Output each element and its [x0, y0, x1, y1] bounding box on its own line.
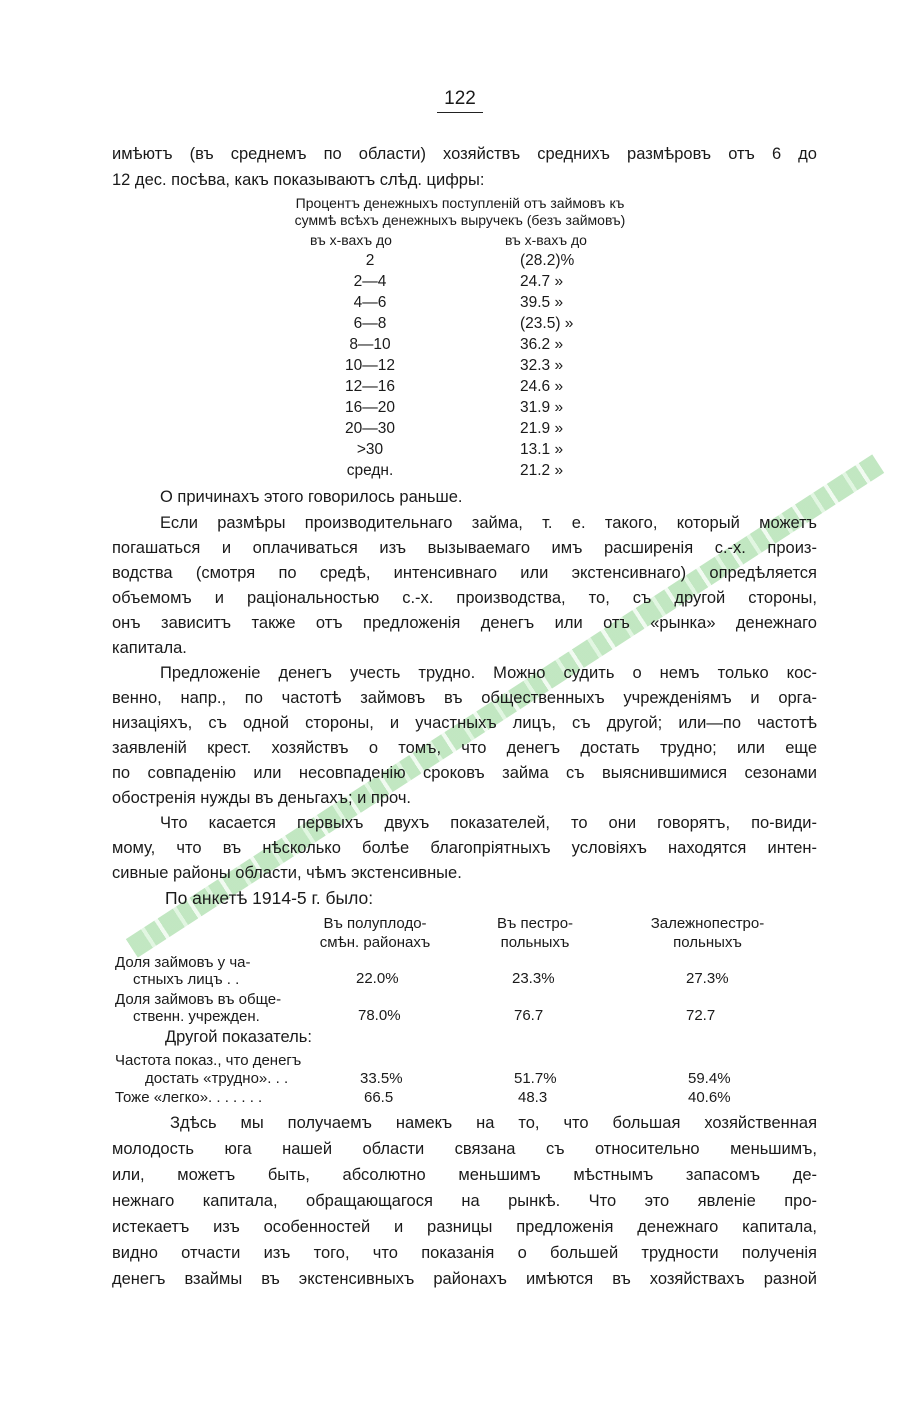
table1-value: 32.3 »	[520, 357, 564, 374]
paragraph-line: нежнаго капитала, обращающагося на рынкѣ. Что это явленіе про-	[112, 1192, 817, 1210]
table2-col1-header: смѣн. районахъ	[319, 934, 431, 951]
table1-caption: суммѣ всѣхъ денежныхъ выручекъ (безъ займовъ)	[294, 212, 626, 228]
table1-value: 24.6 »	[520, 378, 564, 395]
paragraph-line: Что касается первыхъ двухъ показателей, то они говорятъ, по-види-	[160, 814, 817, 832]
paragraph-line: онъ зависитъ также отъ предложенія денегъ или отъ «рынка» денежнаго	[112, 614, 817, 632]
table1-range: 8—10	[349, 336, 391, 353]
table2-row-label: Доля займовъ у ча-	[115, 954, 251, 971]
table1-range: 4—6	[353, 294, 387, 311]
table1-value: 24.7 »	[520, 273, 564, 290]
table2-row-label: Тоже «легко». . . . . . .	[115, 1089, 263, 1106]
table2-col2-header: Въ пестро-	[496, 915, 574, 932]
table1-caption: Процентъ денежныхъ поступленій отъ займовъ къ	[295, 195, 625, 211]
table1-range: 2	[365, 252, 375, 269]
table1-value: 36.2 »	[520, 336, 564, 353]
table2-cell: 78.0%	[358, 1007, 401, 1024]
table2-row-label: Частота показ., что денегъ	[115, 1052, 302, 1069]
table1-value: (28.2)%	[520, 252, 575, 269]
table2-row-label: Доля займовъ въ обще-	[115, 991, 282, 1008]
table2-cell: 59.4%	[688, 1070, 731, 1087]
table1-value: 21.2 »	[520, 462, 564, 479]
paragraph-line: водства (смотря по средѣ, интенсивнаго или экстенсивнаго) опредѣляется	[112, 564, 817, 582]
table2-cell: 40.6%	[688, 1089, 731, 1106]
table2-cell: 22.0%	[356, 970, 399, 987]
table1-value: (23.5) »	[520, 315, 574, 332]
table2-cell: 48.3	[518, 1089, 548, 1106]
table2-cell: 72.7	[686, 1007, 716, 1024]
table2-cell: 76.7	[514, 1007, 544, 1024]
paragraph-line: истекаетъ изъ особенностей и разницы предложенія денежнаго капитала,	[112, 1218, 817, 1236]
table1-col-left-header: въ х-вахъ до	[310, 232, 392, 248]
intro-line: имѣютъ (въ среднемъ по области) хозяйствъ среднихъ размѣровъ отъ 6 до	[112, 145, 817, 163]
table1-range: 6—8	[353, 315, 387, 332]
paragraph-line: Предложеніе денегъ учесть трудно. Можно судить о немъ только кос-	[160, 664, 817, 682]
table2-subheading: Другой показатель:	[165, 1028, 312, 1046]
table2-col2-header: польныхъ	[500, 934, 570, 951]
table1-range: 16—20	[345, 399, 395, 416]
table1-range: 20—30	[345, 420, 395, 437]
paragraph-line: О причинахъ этого говорилось раньше.	[160, 488, 463, 506]
table2-row-label: стныхъ лицъ . .	[133, 971, 240, 988]
table1-value: 39.5 »	[520, 294, 564, 311]
page-number: 122	[444, 88, 476, 109]
table1-range: средн.	[346, 462, 394, 479]
paragraph-line: сивные районы области, чѣмъ экстенсивные.	[112, 864, 462, 882]
table1-value: 31.9 »	[520, 399, 564, 416]
paragraph-line: молодость юга нашей области связана съ относительно меньшимъ,	[112, 1140, 817, 1158]
paragraph-line: Здѣсь мы получаемъ намекъ на то, что большая хозяйственная	[170, 1114, 817, 1132]
paragraph-line: венно, напр., по частотѣ займовъ въ общественныхъ учрежденіямъ и орга-	[112, 689, 817, 707]
paragraph-line: Если размѣры производительнаго займа, т. е. такого, который можетъ	[160, 514, 817, 532]
paragraph-line: обостренія нужды въ деньгахъ; и проч.	[112, 789, 412, 807]
table2-col1-header: Въ полуплодо-	[323, 915, 427, 932]
table1-range: 10—12	[345, 357, 395, 374]
table2-cell: 23.3%	[512, 970, 555, 987]
intro-line: 12 дес. посѣва, какъ показываютъ слѣд. цифры:	[112, 171, 485, 189]
page-number-underline	[437, 112, 483, 113]
table1-range: 12—16	[345, 378, 395, 395]
paragraph-line: погашаться и оплачиваться изъ вызываемаго имъ расширенія с.-х. произ-	[112, 539, 817, 557]
paragraph-line: заявленій крест. хозяйствъ о томъ, что денегъ достать трудно; или еще	[112, 739, 817, 757]
paragraph-line: объемомъ и раціональностью с.-х. производства, то, съ другой стороны,	[112, 589, 817, 607]
paragraph-line: по совпаденію или несовпаденію сроковъ займа съ выяснившимися сезонами	[112, 764, 817, 782]
table1-col-right-header: въ х-вахъ до	[505, 232, 587, 248]
table2-row-label: ственн. учрежден.	[133, 1008, 260, 1025]
table1-range: >30	[356, 441, 384, 458]
table2-cell: 27.3%	[686, 970, 729, 987]
table2-cell: 33.5%	[360, 1070, 403, 1087]
paragraph-line: или, можетъ быть, абсолютно меньшимъ мѣстнымъ запасомъ де-	[112, 1166, 817, 1184]
table1-range: 2—4	[353, 273, 387, 290]
table2-row-label: достать «трудно». . .	[145, 1070, 289, 1087]
paragraph-line: капитала.	[112, 639, 187, 657]
paragraph-line: По анкетѣ 1914-5 г. было:	[165, 888, 374, 908]
paragraph-line: видно отчасти изъ того, что показанія о большей трудности полученія	[112, 1244, 817, 1262]
table1-value: 21.9 »	[520, 420, 564, 437]
paragraph-line: денегъ взаймы въ экстенсивныхъ районахъ имѣются въ хозяйствахъ разной	[112, 1270, 817, 1288]
paragraph-line: мому, что въ нѣсколько болѣе благопріятныхъ условіяхъ находятся интен-	[112, 839, 817, 857]
table2-cell: 51.7%	[514, 1070, 557, 1087]
table1-value: 13.1 »	[520, 441, 564, 458]
table2-col3-header: Залежнопестро-	[650, 915, 765, 932]
paragraph-line: низаціяхъ, съ одной стороны, и участныхъ лицъ, съ другой; или—по частотѣ	[112, 714, 817, 732]
table2-col3-header: польныхъ	[673, 934, 742, 951]
table2-cell: 66.5	[364, 1089, 394, 1106]
